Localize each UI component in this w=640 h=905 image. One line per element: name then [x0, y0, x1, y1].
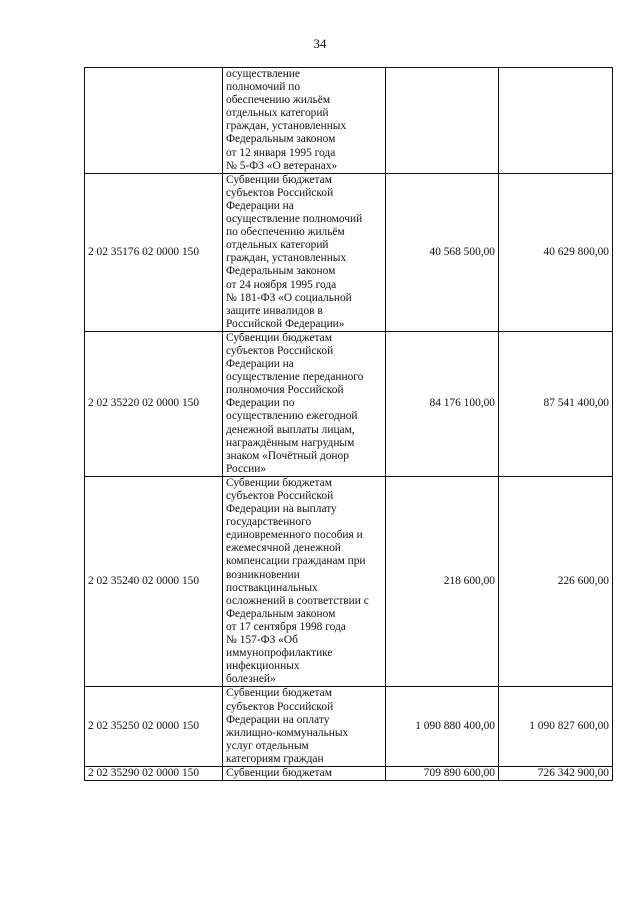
income-name-line: России»	[226, 462, 267, 475]
income-name-line: осуществлению ежегодной	[226, 410, 358, 423]
income-name-line: полномочия Российской	[226, 384, 344, 397]
income-name-line: инфекционных	[226, 660, 300, 673]
income-name-line: осуществление переданного	[226, 371, 364, 384]
page-number: 34	[313, 36, 327, 51]
income-name-cell	[223, 476, 386, 687]
income-name-line: граждан, установленных	[226, 252, 347, 265]
amount-year-1-cell: 1 090 880 400,00	[386, 687, 499, 767]
income-name-line: болезней»	[226, 673, 276, 686]
budget-code-cell: 2 02 35220 02 0000 150	[85, 331, 223, 476]
table-row	[85, 687, 613, 767]
income-name-line: субъектов Российской	[226, 490, 334, 502]
amount-year-1-cell: 40 568 500,00	[386, 173, 499, 331]
table-body	[85, 68, 613, 781]
income-name-line: знаком «Почётный донор	[226, 449, 349, 462]
table-row	[85, 476, 613, 687]
budget-code-cell: 2 02 35290 02 0000 150	[85, 766, 223, 780]
amount-year-2-cell: 1 090 827 600,00	[499, 687, 613, 767]
amount-year-1-cell: 709 890 600,00	[386, 766, 499, 780]
income-name-line: поствакцинальных	[226, 581, 318, 594]
budget-code-cell: 2 02 35250 02 0000 150	[85, 687, 223, 767]
income-name-line: услуг отдельным	[226, 739, 309, 752]
budget-table	[84, 67, 613, 781]
income-name-line: Федерации по	[226, 397, 295, 410]
income-name-line: № 5-ФЗ «О ветеранах»	[226, 159, 338, 172]
budget-code-cell	[85, 68, 223, 174]
income-name-cell	[223, 766, 386, 780]
amount-year-1-cell	[386, 68, 499, 174]
income-name-line: обеспечению жильём	[226, 94, 331, 107]
income-name-cell	[223, 687, 386, 767]
income-name-line: Субвенции бюджетам	[226, 173, 332, 186]
income-name-line: Федеральным законом	[226, 607, 336, 620]
table-row	[85, 331, 613, 476]
income-name-line: награждённым нагрудным	[226, 436, 355, 449]
income-name-line: ежемесячной денежной	[226, 542, 341, 555]
income-name-line: компенсации гражданам при	[226, 555, 366, 568]
income-name-cell	[223, 68, 386, 174]
income-name-line: Субвенции бюджетам	[226, 476, 332, 489]
amount-year-1-cell: 218 600,00	[386, 476, 499, 687]
income-name-line: иммунопрофилактике	[226, 647, 333, 660]
income-name-line: осложнений в соответствии с	[226, 594, 369, 607]
income-name-line: от 12 января 1995 года	[226, 146, 336, 159]
amount-year-1-cell: 84 176 100,00	[386, 331, 499, 476]
amount-year-2-cell: 40 629 800,00	[499, 173, 613, 331]
table-row	[85, 766, 613, 780]
income-name-cell	[223, 173, 386, 331]
income-name-line: Российской Федерации»	[226, 317, 345, 330]
income-name-line: Субвенции бюджетам	[226, 331, 332, 344]
income-name-line: Федерации на	[226, 358, 294, 371]
amount-year-2-cell: 726 342 900,00	[499, 766, 613, 780]
amount-year-2-cell	[499, 68, 613, 174]
budget-code-cell: 2 02 35240 02 0000 150	[85, 476, 223, 687]
income-name-line: денежной выплаты лицам,	[226, 423, 355, 436]
income-name-line: Федерации на оплату	[226, 713, 330, 726]
income-name-line: осуществление	[226, 68, 300, 80]
income-name-line: защите инвалидов в	[226, 304, 323, 317]
income-name-line: единовременного пособия и	[226, 529, 363, 542]
income-name-line: субъектов Российской	[226, 186, 334, 199]
table-row	[85, 173, 613, 331]
income-name-line: от 17 сентября 1998 года	[226, 620, 346, 633]
income-name-line: категориям граждан	[226, 752, 324, 765]
income-name-line: Федеральным законом	[226, 133, 336, 146]
income-name-line: по обеспечению жильём	[226, 226, 345, 239]
income-name-line: № 181-ФЗ «О социальной	[226, 291, 352, 304]
income-name-line: Федерации на выплату	[226, 503, 337, 516]
income-name-line: жилищно-коммунальных	[226, 726, 349, 739]
table-row	[85, 68, 613, 174]
income-name-line: № 157-ФЗ «Об	[226, 634, 298, 647]
income-name-line: от 24 ноября 1995 года	[226, 278, 337, 291]
income-name-line: отдельных категорий	[226, 239, 329, 252]
income-name-line: граждан, установленных	[226, 120, 347, 133]
budget-code-cell: 2 02 35176 02 0000 150	[85, 173, 223, 331]
amount-year-2-cell: 87 541 400,00	[499, 331, 613, 476]
income-name-line: Федерации на	[226, 199, 294, 212]
amount-year-2-cell: 226 600,00	[499, 476, 613, 687]
income-name-line: Субвенции бюджетам	[226, 687, 332, 700]
income-name-line: Субвенции бюджетам	[226, 766, 332, 779]
income-name-line: субъектов Российской	[226, 700, 334, 713]
income-name-line: Федеральным законом	[226, 265, 336, 278]
income-name-line: субъектов Российской	[226, 344, 334, 357]
income-name-line: возникновении	[226, 568, 300, 581]
income-name-cell	[223, 331, 386, 476]
income-name-line: отдельных категорий	[226, 107, 329, 120]
income-name-line: государственного	[226, 516, 312, 529]
income-name-line: осуществление полномочий	[226, 213, 363, 226]
income-name-line: полномочий по	[226, 81, 301, 94]
